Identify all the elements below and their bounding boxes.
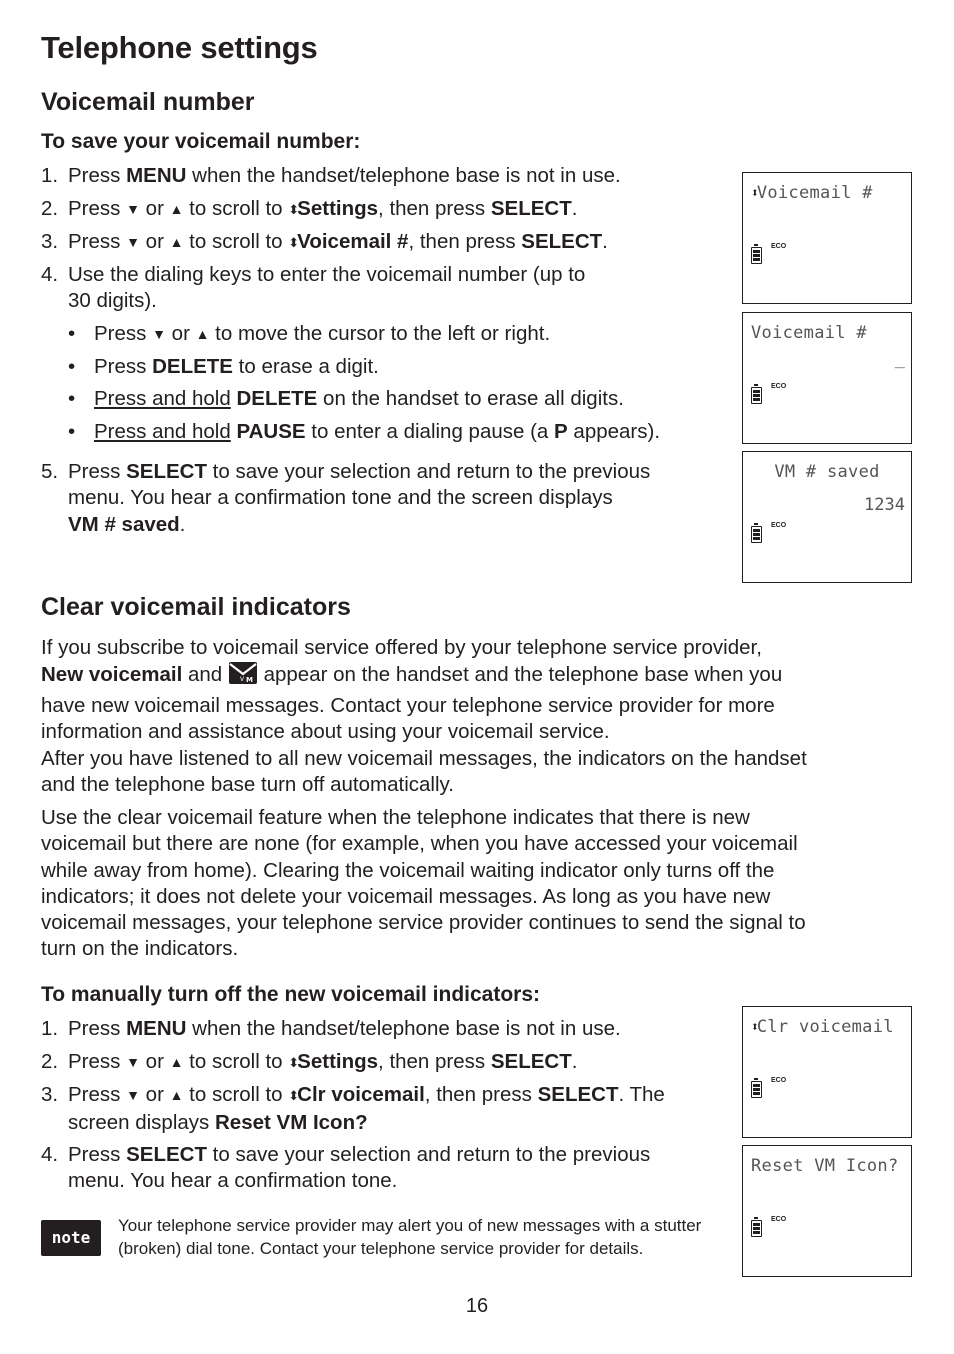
lcd-screen-voicemail-entry	[742, 312, 912, 444]
down-arrow-icon: ▼	[126, 234, 140, 250]
clear-voicemail-steps	[41, 1016, 741, 1195]
note-text: Your telephone service provider may alert you of new messages with a stutter (broken) dial tone. Contact your telephone service provider for details.	[118, 1216, 702, 1258]
battery-icon	[751, 387, 762, 404]
up-arrow-icon: ▲	[169, 201, 184, 217]
note-badge: note	[41, 1220, 101, 1256]
subheading-turn-off-indicators: To manually turn off the new voicemail indicators:	[41, 983, 541, 1006]
voicemail-envelope-icon	[228, 661, 258, 692]
svg-text:V: V	[239, 676, 245, 684]
eco-indicator: ECO	[771, 1216, 787, 1223]
down-arrow-icon: ▼	[126, 1087, 140, 1103]
bullet-erase-all: • Press and hold DELETE on the handset to erase all digits.	[68, 387, 624, 411]
screen-text: ⬍Voicemail #	[751, 183, 873, 203]
screen-text: ⬍Clr voicemail	[751, 1017, 894, 1037]
battery-icon	[751, 247, 762, 264]
screen-number: 1234	[864, 495, 905, 515]
up-down-scroll-icon: ⬍	[288, 235, 298, 250]
up-down-scroll-icon: ⬍	[288, 1088, 298, 1103]
svg-text:M: M	[245, 676, 253, 685]
lcd-screen-reset-vm-icon	[742, 1145, 912, 1277]
paragraph-clear-feature: Use the clear voicemail feature when the telephone indicates that there is new voicemail but there are none (for example, when you have accessed your voicemail while away from home). Clearing the voicemail waiting indicator only turns off the indicators; it does not delete your voicemail messages. As long as you have new voicemail messages, your telephone service provider continues to send the signal to turn on the indicators.	[41, 806, 806, 961]
cursor-edit-bullets	[68, 321, 748, 452]
step-3: 3. Press ▼ or ▲ to scroll to ⬍Voicemail #, then press SELECT.	[41, 230, 608, 253]
bullet-dialing-pause: • Press and hold PAUSE to enter a dialing pause (a P appears).	[68, 420, 661, 444]
page-title: Telephone settings	[41, 30, 318, 65]
eco-indicator: ECO	[771, 1077, 787, 1084]
step-1: 1. Press MENU when the handset/telephone base is not in use.	[41, 164, 621, 187]
up-down-scroll-icon: ⬍	[751, 1020, 757, 1035]
battery-icon	[751, 526, 762, 543]
bullet-move-cursor: • Press ▼ or ▲ to move the cursor to the left or right.	[68, 322, 551, 345]
lcd-screen-clr-voicemail	[742, 1006, 912, 1138]
screen-text: Voicemail #	[751, 323, 867, 343]
paragraph-subscribe: If you subscribe to voicemail service offered by your telephone service provider, New voicemail and M V appear on the handset and the telephone base when you have new voicemail messages. Contact your telephone service provider for more information and assistance about using your voicemail service.	[41, 636, 783, 743]
step-3: 3. Press ▼ or ▲ to scroll to ⬍Clr voicemail, then press SELECT. The screen displays Reset VM Icon?	[41, 1083, 665, 1135]
down-arrow-icon: ▼	[126, 1054, 140, 1070]
subheading-save-voicemail: To save your voicemail number:	[41, 130, 361, 153]
step-4: 4. Press SELECT to save your selection and return to the previous menu. You hear a confirmation tone.	[41, 1143, 651, 1193]
up-arrow-icon: ▲	[195, 326, 210, 342]
screen-text: Reset VM Icon?	[751, 1156, 899, 1176]
up-down-scroll-icon: ⬍	[751, 186, 757, 201]
screen-text: VM # saved	[774, 462, 880, 482]
save-voicemail-steps	[41, 163, 741, 322]
eco-indicator: ECO	[771, 383, 787, 390]
step-1: 1. Press MENU when the handset/telephone base is not in use.	[41, 1017, 621, 1040]
up-arrow-icon: ▲	[169, 234, 184, 250]
up-arrow-icon: ▲	[169, 1087, 184, 1103]
step-2: 2. Press ▼ or ▲ to scroll to ⬍Settings, then press SELECT.	[41, 1050, 578, 1073]
up-down-scroll-icon: ⬍	[288, 1055, 298, 1070]
bullet-erase-digit: • Press DELETE to erase a digit.	[68, 354, 379, 378]
battery-icon	[751, 1081, 762, 1098]
step-4: 4. Use the dialing keys to enter the voicemail number (up to 30 digits).	[41, 263, 586, 313]
eco-indicator: ECO	[771, 243, 787, 250]
step-2: 2. Press ▼ or ▲ to scroll to ⬍Settings, then press SELECT.	[41, 197, 578, 220]
up-arrow-icon: ▲	[169, 1054, 184, 1070]
page-number: 16	[465, 1295, 489, 1317]
step-5: 5. Press SELECT to save your selection and return to the previous menu. You hear a confirmation tone and the screen displays VM # saved.	[41, 460, 651, 536]
down-arrow-icon: ▼	[126, 201, 140, 217]
paragraph-after-listening: After you have listened to all new voicemail messages, the indicators on the handset and the telephone base turn off automatically.	[41, 747, 807, 797]
section-heading-clear-voicemail: Clear voicemail indicators	[41, 593, 351, 621]
up-down-scroll-icon: ⬍	[288, 202, 298, 217]
down-arrow-icon: ▼	[152, 326, 166, 342]
lcd-screen-voicemail-menu	[742, 172, 912, 304]
eco-indicator: ECO	[771, 522, 787, 529]
section-heading-voicemail-number: Voicemail number	[41, 88, 255, 116]
screen-cursor: _	[894, 349, 905, 369]
save-voicemail-steps-cont	[41, 459, 741, 538]
lcd-screen-vm-saved	[742, 451, 912, 583]
battery-icon	[751, 1220, 762, 1237]
